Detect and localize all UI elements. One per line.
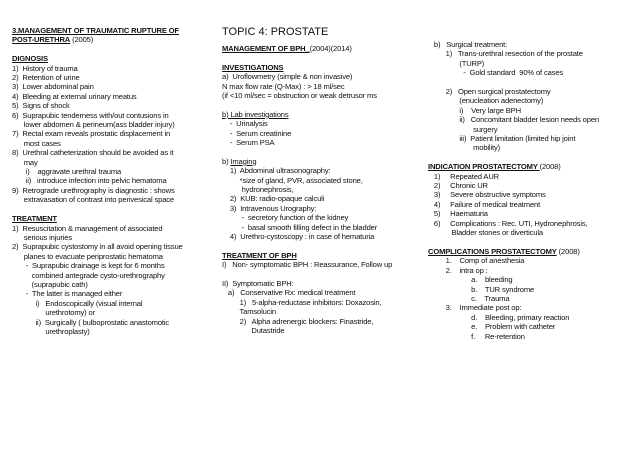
- imaging-title: Imaging: [230, 156, 257, 166]
- list-item: 1) History of trauma: [12, 63, 78, 73]
- list-item: surgery: [428, 124, 498, 134]
- list-item: - Serum PSA: [222, 138, 275, 148]
- list-item: 3. Immediate post op:: [428, 303, 522, 313]
- list-item: 5) Haematuria: [428, 209, 488, 219]
- lab-list: [222, 119, 422, 147]
- list-item: i) aggravate urethral trauma: [12, 167, 122, 177]
- list-item: Tamsolucin: [222, 307, 276, 317]
- mgmt-title: MANAGEMENT OF BPH_: [222, 44, 310, 53]
- list-item: 4) Bleeding at external urinary meatus: [12, 91, 137, 101]
- list-item: 3) Lower abdominal pain: [12, 82, 94, 92]
- list-item: a. bleeding: [428, 275, 513, 285]
- list-item: urethrotomy) or: [12, 308, 95, 318]
- list-item: extravasation of contrast into perivesical space: [12, 195, 174, 205]
- list-item: I) Non- symptomatic BPH : Reassurance, Follow up: [222, 260, 393, 270]
- list-item: *size of gland, PVR, associated stone,: [222, 175, 363, 185]
- list-item: lower abdomen & perineum(ass bladder injury): [12, 120, 175, 130]
- list-item: 2) Suprapubic cystostomy in all avoid opening tissue: [12, 242, 183, 252]
- lab-title: b) Lab investigations: [222, 109, 289, 119]
- list-item: most cases: [12, 138, 61, 148]
- complications-heading: [428, 247, 632, 256]
- list-item: 1) Resuscitation & management of associated: [12, 223, 163, 233]
- list-item: iii) Patient limitation (limited hip joint: [428, 134, 576, 144]
- investigations-title: INVESTIGATIONS: [222, 62, 284, 72]
- bph-treatment-list: [222, 260, 422, 335]
- section-heading-line2: [12, 35, 212, 44]
- list-item: [428, 78, 632, 87]
- surgical-list: [428, 40, 632, 153]
- list-item: 8) Urethral catheterization should be avoided as it: [12, 148, 174, 158]
- list-item: 1) Trans-urethral resection of the prostate: [428, 49, 583, 59]
- complications-year: (2008): [556, 246, 580, 256]
- list-item: [222, 270, 422, 279]
- complications-list: [428, 256, 632, 341]
- list-item: - Urinalysis: [222, 119, 268, 129]
- list-item: 1) Repeated AUR: [428, 171, 499, 181]
- list-item: - Serum creatinine: [222, 128, 292, 138]
- list-item: 2) KUB: radio-opaque calculi: [222, 194, 325, 204]
- list-item: i) Endoscopically (visual internal: [12, 298, 143, 308]
- list-item: ii) Surgically ( bulboprostatic anastomotic: [12, 317, 170, 327]
- list-item: ii) Concomitant bladder lesion needs open: [428, 115, 599, 125]
- list-item: 1. Comp of anesthesia: [428, 256, 525, 266]
- list-item: d. Bleeding, primary reaction: [428, 312, 570, 322]
- column-2: [222, 26, 422, 336]
- list-item: - secretory function of the kidney: [222, 213, 349, 223]
- list-item: 2) Open surgical prostatectomy: [428, 87, 551, 97]
- list-item: 3) Intravenous Urography:: [222, 203, 317, 213]
- list-item: (TURP): [428, 58, 485, 68]
- complications-title: COMPLICATIONS PROSTATECTOMY: [428, 246, 557, 256]
- list-item: - basal smooth filling defect in the bladder: [222, 222, 378, 232]
- list-item: ii) introduce infection into pelvic hematoma: [12, 176, 167, 186]
- list-item: 4) Urethro-cystoscopy : in case of hematuria: [222, 232, 375, 242]
- list-item: Bladder stones or diverticula: [428, 228, 543, 238]
- list-item: 6) Suprapubic tenderness with/out contusions in: [12, 110, 169, 120]
- imaging-prefix: b): [222, 156, 231, 166]
- list-item: a) Conservative Rx: medical treatment: [222, 288, 356, 298]
- diagnosis-list: [12, 64, 212, 205]
- list-item: Dutastride: [222, 326, 285, 336]
- section-heading-bold: POST-URETHRA: [12, 35, 71, 45]
- imaging-list: [222, 166, 422, 241]
- list-item: 2) Alpha adrenergic blockers: Finastride,: [222, 316, 374, 326]
- list-item: hydronephrosis,: [222, 185, 294, 195]
- indication-title: INDICATION PROSTATECTOMY: [428, 162, 540, 172]
- list-item: f. Re-retention: [428, 331, 525, 341]
- list-item: 2) Retention of urine: [12, 73, 80, 83]
- indication-year: (2008): [539, 162, 561, 172]
- list-item: c. Trauma: [428, 293, 510, 303]
- list-item: i) Very large BPH: [428, 105, 521, 115]
- mgmt-year: (2004)(2014): [309, 44, 352, 53]
- list-item: 3) Severe obstructive symptoms: [428, 190, 546, 200]
- list-item: may: [12, 157, 38, 167]
- list-item: b) Surgical treatment:: [428, 40, 508, 49]
- list-item: 4) Failure of medical treatment: [428, 199, 541, 209]
- imaging-heading: [222, 157, 422, 166]
- list-item: 7) Rectal exam reveals prostatic displacement in: [12, 129, 171, 139]
- list-item: (enucleation adenectomy): [428, 96, 544, 106]
- list-item: urethroplasty): [12, 326, 90, 336]
- list-item: - Suprapubic drainage is kept for 6 months: [12, 261, 165, 271]
- list-item: e. Problem with catheter: [428, 322, 556, 332]
- list-item: mobility): [428, 143, 500, 153]
- list-item: 2. intra op :: [428, 265, 488, 275]
- mgmt-heading: [222, 44, 422, 53]
- investigations-list: [222, 72, 422, 100]
- list-item: - Gold standard 90% of cases: [428, 68, 564, 78]
- treatment-list: [12, 224, 212, 337]
- list-item: (if <10 ml/sec = obstruction or weak detrusor ms: [222, 91, 377, 101]
- list-item: planes to evacuate periprostatic hematoma: [12, 251, 163, 261]
- indication-list: [428, 172, 632, 238]
- list-item: 2) Chronic UR: [428, 181, 488, 191]
- indication-heading: [428, 162, 632, 171]
- list-item: a) Uroflowmetry (simple & non invasive): [222, 72, 353, 82]
- bph-treatment-title: TREATMENT OF BPH: [222, 250, 297, 260]
- column-3: [428, 40, 632, 341]
- list-item: - The latter is managed either: [12, 289, 123, 299]
- list-item: 9) Retrograde urethrography is diagnostic : shows: [12, 185, 175, 195]
- diagnosis-title: DIGNOSIS: [12, 54, 48, 64]
- list-item: combined antegrade cysto-urethrography: [12, 270, 165, 280]
- treatment-title: TREATMENT: [12, 214, 57, 224]
- list-item: 5) Signs of shock: [12, 101, 70, 111]
- list-item: II) Symptomatic BPH:: [222, 279, 294, 289]
- list-item: b. TUR syndrome: [428, 284, 535, 294]
- list-item: N max flow rate (Q-Max) : > 18 ml/sec: [222, 81, 345, 91]
- list-item: 6) Complications : Rec. UTI, Hydronephrosis,: [428, 218, 588, 228]
- list-item: (suprapubic cath): [12, 279, 88, 289]
- section-year: (2005): [70, 35, 94, 45]
- column-1: [12, 26, 212, 336]
- topic-title: TOPIC 4: PROSTATE: [222, 26, 329, 38]
- section-heading: 3.MANAGEMENT OF TRAUMATIC RUPTURE OF: [12, 26, 179, 35]
- list-item: 1) Abdominal ultrasonography:: [222, 166, 331, 176]
- list-item: serious injuries: [12, 232, 73, 242]
- list-item: 1) 5-alpha-reductase inhibitors: Doxazosin,: [222, 297, 382, 307]
